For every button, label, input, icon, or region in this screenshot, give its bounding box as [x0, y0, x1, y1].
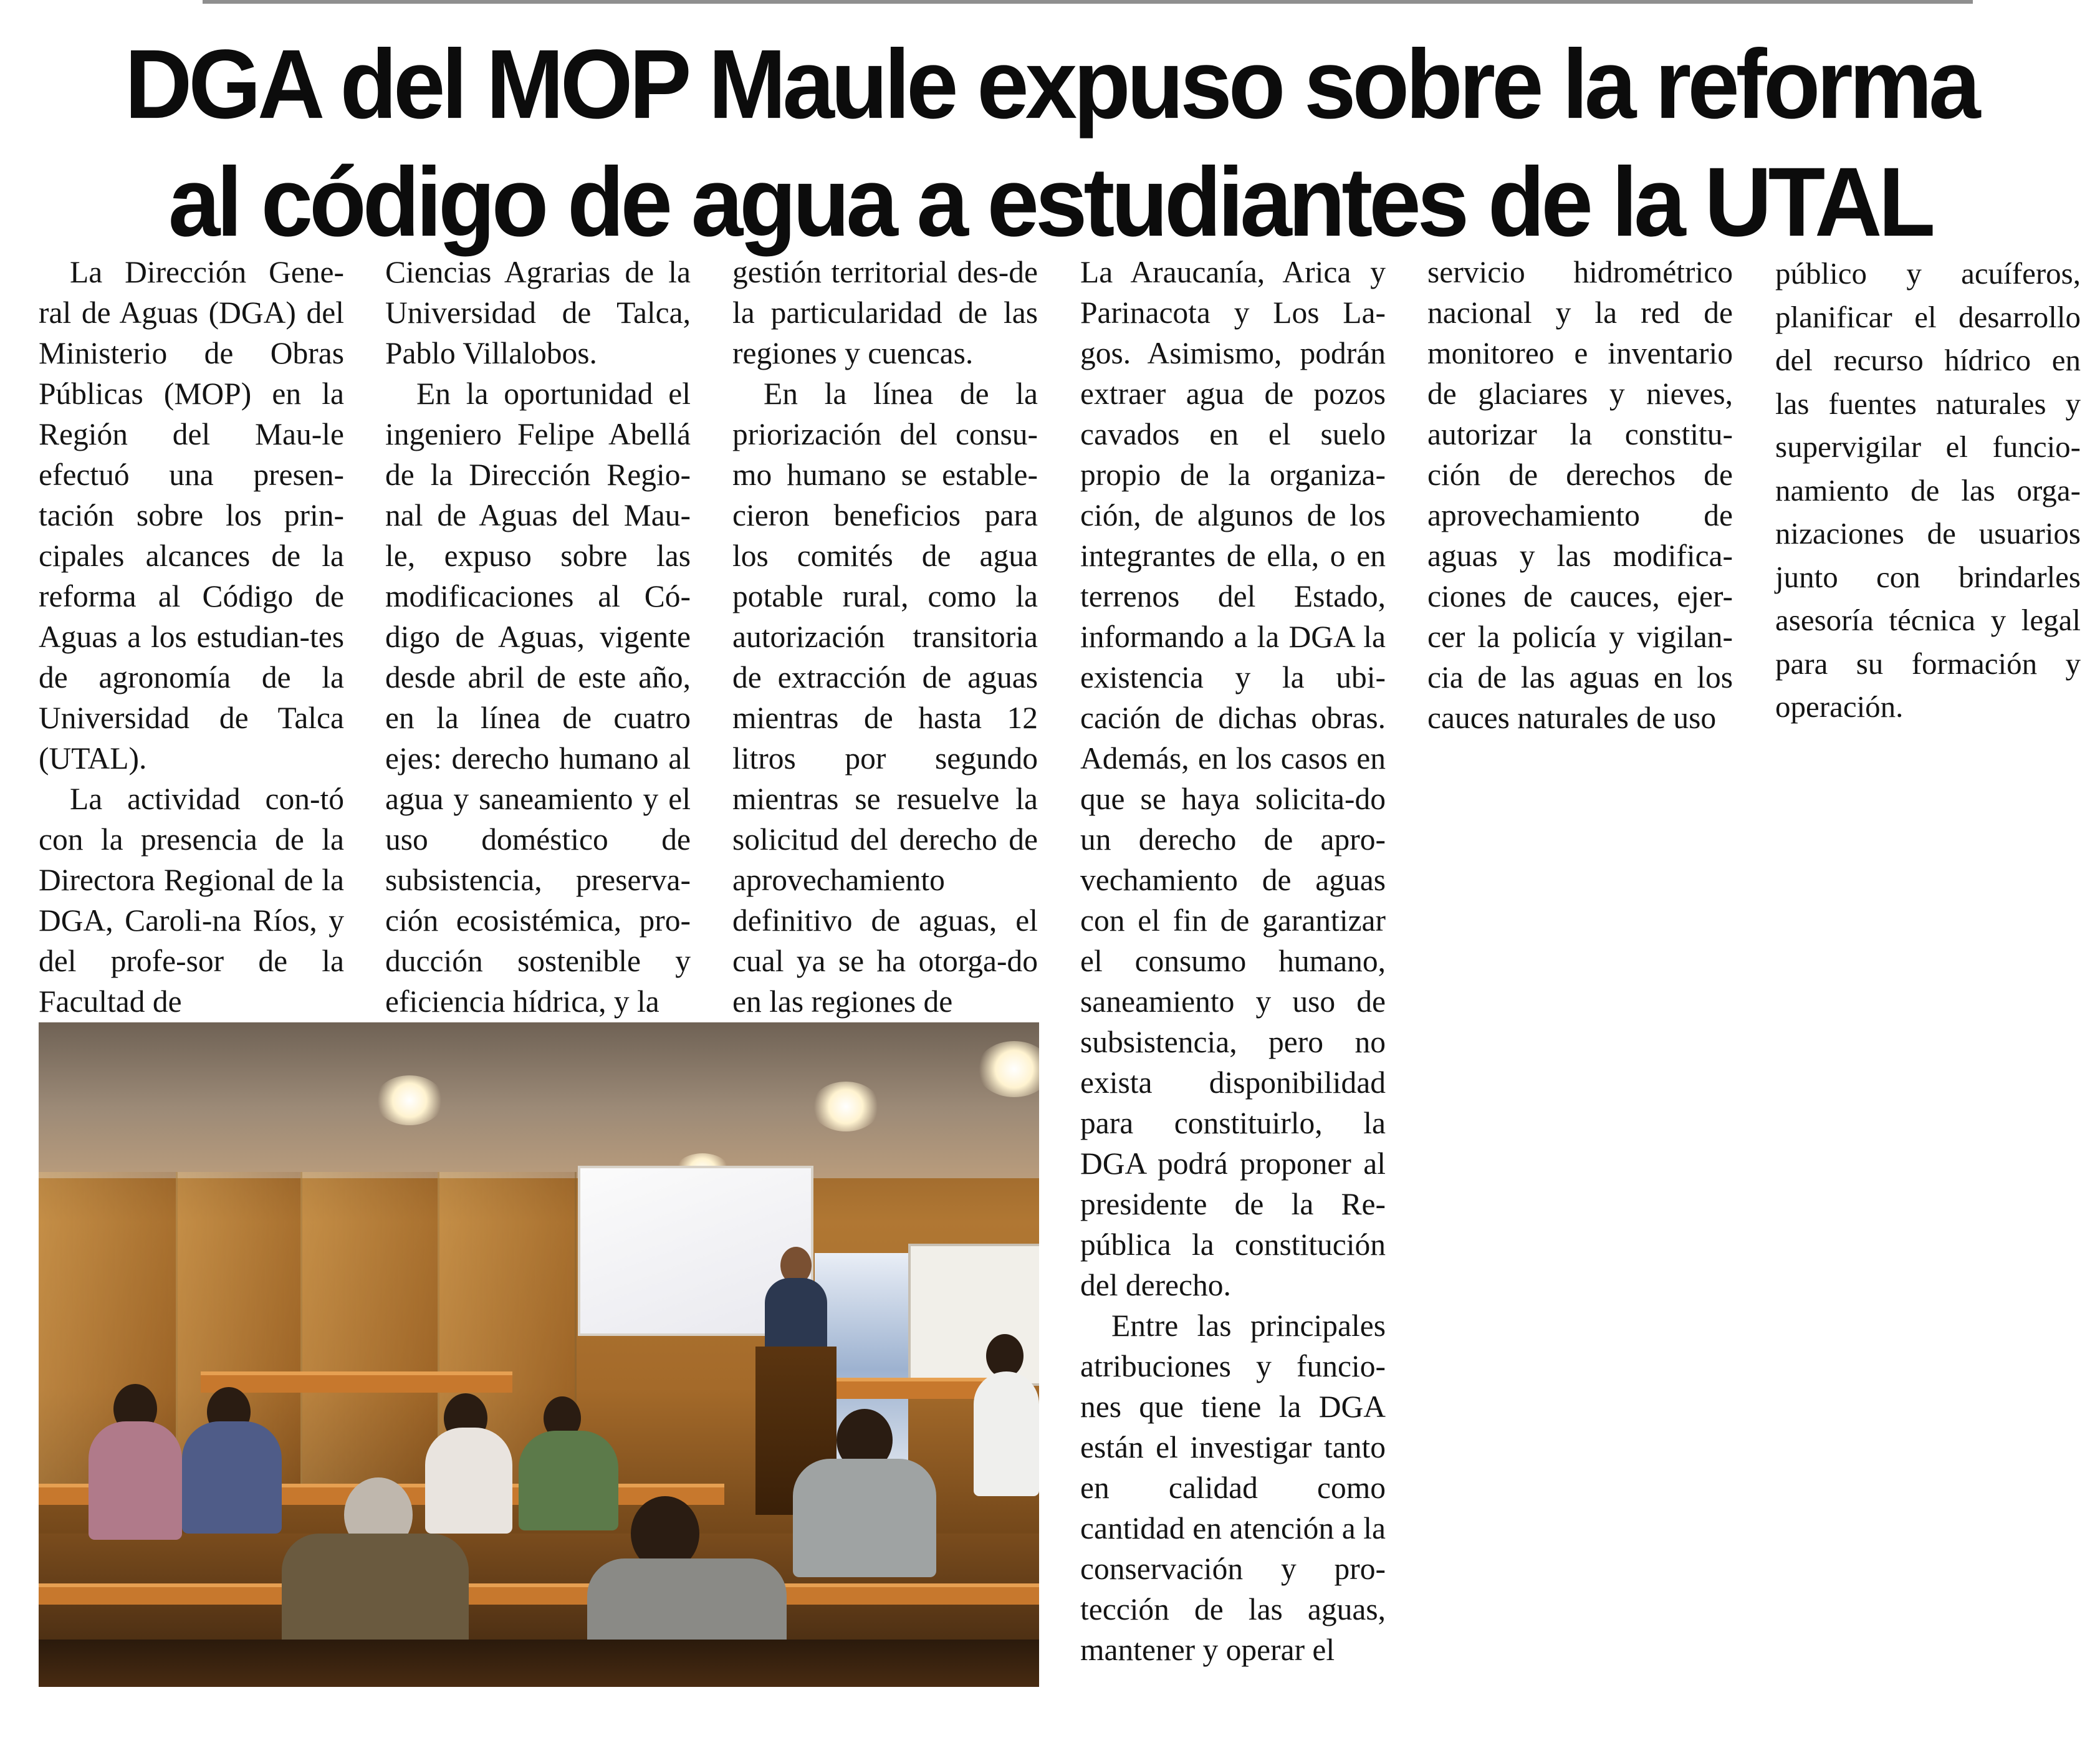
article-line: monitoreo e inventario	[1427, 336, 1733, 370]
article-line: autorizar la constitu-	[1427, 417, 1733, 451]
article-line: mientras se resuelve la	[732, 782, 1038, 816]
article-line: autorización transitoria	[732, 620, 1038, 654]
article-line: subsistencia, preserva-	[385, 863, 691, 897]
article-line: ducción sostenible y	[385, 944, 691, 978]
article-line: La Dirección Gene-	[70, 255, 344, 289]
article-line: La actividad con-	[70, 782, 320, 816]
article-line: cauces naturales de uso	[1427, 701, 1717, 735]
article-line: cual ya se ha otorga-	[732, 944, 1007, 978]
attendee-body	[974, 1371, 1039, 1496]
article-line: para su formación y	[1775, 646, 2081, 681]
attendee-body	[425, 1428, 512, 1534]
article-line: de la particularidad de	[732, 255, 1038, 330]
article-line: En la línea de la	[764, 377, 1038, 411]
classroom-table	[39, 1583, 1039, 1605]
article-line: le, expuso sobre las	[385, 539, 691, 573]
article-line: gestión territorial des-	[732, 255, 1009, 289]
article-line: Parinacota y Los La-	[1080, 295, 1386, 330]
article-line: Obras Públicas (MOP)	[39, 336, 344, 411]
article-line: asesoría técnica y legal	[1775, 603, 2081, 637]
article-line: En la oportunidad el	[416, 377, 691, 411]
article-line: junto con brindarles	[1775, 559, 2081, 594]
article-line: extraer agua de pozos	[1080, 377, 1386, 411]
article-line: nes que tiene la DGA	[1080, 1390, 1386, 1424]
article-line: las fuentes naturales y	[1775, 386, 2081, 421]
article-line: servicio hidrométrico	[1427, 255, 1733, 289]
article-line: integrantes de ella, o	[1080, 539, 1357, 573]
article-line: tes de agronomía de la	[39, 620, 344, 694]
article-line: informando a la DGA	[1080, 620, 1364, 654]
attendee-body	[793, 1459, 936, 1577]
article-line: cer la policía y vigilan-	[1427, 620, 1733, 654]
article-line: en que se haya solicita-	[1080, 741, 1386, 816]
article-line: de extracción de aguas	[732, 660, 1038, 694]
article-line: las regiones y cuencas.	[732, 295, 1038, 370]
article-line: al agua y saneamiento	[385, 741, 691, 816]
article-line: solicitud del derecho	[732, 822, 1009, 857]
article-line: do en las regiones de	[732, 944, 1038, 1019]
article-line: operación.	[1775, 689, 1904, 724]
article-paragraph	[1080, 1305, 1386, 1670]
article-line: mo humano se estable-	[732, 458, 1038, 492]
article-line: saneamiento y uso de	[1080, 984, 1386, 1019]
article-column-2	[385, 252, 691, 1022]
article-line: exista disponibilidad	[1080, 1065, 1386, 1100]
article-paragraph	[385, 373, 691, 1022]
article-line: reforma al Código de	[39, 579, 344, 613]
speaker	[765, 1278, 827, 1353]
article-line: nal de Aguas del Mau-	[385, 498, 691, 532]
article-line: desde abril de este año,	[385, 660, 691, 694]
article-line: del derecho.	[1080, 1268, 1231, 1302]
article-line: mantener y operar el	[1080, 1633, 1335, 1667]
article-line: nacional y la red de	[1427, 295, 1733, 330]
article-line: están el investigar	[1080, 1430, 1325, 1464]
article-line: cia de las aguas en los	[1427, 660, 1733, 694]
article-column-5	[1427, 252, 1733, 738]
article-line: del Ministerio de	[39, 295, 344, 370]
article-line: la conservación y pro-	[1080, 1511, 1386, 1586]
article-paragraph	[39, 779, 344, 1022]
article-line: Aguas a los estudian-	[39, 620, 310, 654]
article-line: definitivo de aguas, el	[732, 903, 1038, 938]
article-line: el consumo humano,	[1080, 944, 1386, 978]
article-line: con el fin de garantizar	[1080, 903, 1386, 938]
article-column-3	[732, 252, 1038, 1022]
article-paragraph	[1427, 252, 1733, 738]
article-line: aprovechamiento de	[1427, 498, 1733, 532]
article-line: aguas y las modifica-	[1427, 539, 1733, 573]
article-paragraph	[732, 252, 1038, 373]
article-line: en la Región del Mau-	[39, 377, 345, 451]
article-line: Pablo Villalobos.	[385, 336, 597, 370]
article-line: Entre las principales	[1111, 1309, 1386, 1343]
article-line: de aprovechamiento	[732, 822, 1038, 897]
article-line: tección de las aguas,	[1080, 1592, 1386, 1626]
article-line: al presidente de la Re-	[1080, 1146, 1386, 1221]
article-line: digo de Aguas, vigente	[385, 620, 691, 654]
photo-ceiling	[39, 1022, 1039, 1178]
ceiling-lamp	[812, 1082, 880, 1131]
headline-line-1: DGA del MOP Maule expuso sobre la reforma	[125, 29, 1977, 139]
article-line: litros por segundo	[732, 741, 1038, 776]
article-line: sor de la Facultad de	[39, 944, 344, 1019]
article-line: potable rural, como la	[732, 579, 1038, 613]
article-paragraph	[39, 252, 344, 779]
article-line: tanto en calidad como	[1080, 1430, 1386, 1505]
front-desk	[39, 1640, 1039, 1687]
article-line: atribuciones y funcio-	[1080, 1349, 1386, 1383]
attendee-body	[89, 1421, 182, 1540]
article-line: do un derecho de apro-	[1080, 782, 1386, 857]
article-paragraph	[385, 252, 691, 373]
article-line: ral de Aguas (DGA)	[39, 295, 307, 330]
article-line: ejes: derecho humano	[385, 741, 669, 776]
article-column-6	[1775, 252, 2081, 729]
article-line: cieron beneficios para	[732, 498, 1038, 532]
article-line: ción ecosistémica, pro-	[385, 903, 691, 938]
article-line: público y acuíferos,	[1775, 256, 2081, 291]
article-line: ción, de algunos de los	[1080, 498, 1386, 532]
article-line: La Araucanía, Arica y	[1080, 255, 1386, 289]
classroom-photo	[39, 1022, 1039, 1687]
article-line: mientras de hasta 12	[732, 701, 1038, 735]
article-line: en la línea de cuatro	[385, 701, 691, 735]
article-line: para constituirlo, la	[1080, 1106, 1386, 1140]
article-line: la existencia y la ubi-	[1080, 620, 1386, 694]
attendee-body	[182, 1421, 282, 1534]
article-line: propio de la organiza-	[1080, 458, 1386, 492]
article-line: supervigilar el funcio-	[1775, 430, 2081, 464]
article-line: ingeniero Felipe Abellá	[385, 417, 691, 451]
article-paragraph	[1080, 252, 1386, 1305]
article-line: de la DGA, Caroli-	[39, 863, 344, 938]
article-line: cavados en el suelo	[1080, 417, 1386, 451]
article-line: Universidad de Talca	[39, 701, 344, 735]
article-paragraph	[732, 373, 1038, 1022]
headline-line-2: al código de agua a estudiantes de la UTAL	[168, 146, 1932, 257]
article-column-4	[1080, 252, 1386, 1670]
article-line: (UTAL).	[39, 741, 147, 776]
article-line: de glaciares y nieves,	[1427, 377, 1733, 411]
article-line: DGA podrá proponer	[1080, 1146, 1364, 1181]
attendee-body	[519, 1431, 618, 1530]
article-line: ciones de cauces, ejer-	[1427, 579, 1733, 613]
article-line: Universidad de Talca,	[385, 295, 691, 330]
article-line: Además, en los casos	[1080, 741, 1357, 776]
article-line: cipales alcances de la	[39, 539, 344, 573]
article-line: y el uso doméstico de	[385, 782, 691, 857]
wall-panel	[300, 1172, 439, 1496]
article-line: cación de dichas obras.	[1080, 701, 1386, 735]
article-line: subsistencia, pero no	[1080, 1025, 1386, 1059]
article-line: priorización del consu-	[732, 417, 1038, 451]
article-line: Ciencias Agrarias de la	[385, 255, 691, 289]
article-line: de la Dirección Regio-	[385, 458, 691, 492]
top-rule	[203, 0, 1973, 4]
article-line: namiento de las orga-	[1775, 473, 2081, 507]
article-line: le efectuó una presen-	[39, 417, 344, 492]
article-line: gos. Asimismo, podrán	[1080, 336, 1386, 370]
article-line: tó con la presencia de	[39, 782, 344, 857]
article-column-1	[39, 252, 344, 1022]
article-line: na Ríos, y del profe-	[39, 903, 344, 978]
article-line: los comités de agua	[732, 539, 1038, 573]
article-paragraph	[1775, 252, 2081, 729]
ceiling-lamp	[375, 1075, 444, 1125]
article-line: eficiencia hídrica, y la	[385, 984, 659, 1019]
article-line: pública la constitución	[1080, 1227, 1386, 1262]
article-line: cantidad en atención a	[1080, 1511, 1364, 1545]
article-line: vechamiento de aguas	[1080, 863, 1386, 897]
article-line: planificar el desarrollo	[1775, 299, 2081, 334]
article-line: tación sobre los prin-	[39, 498, 344, 532]
headline	[125, 25, 1975, 261]
classroom-table	[201, 1371, 512, 1393]
article-line: nizaciones de usuarios	[1775, 516, 2081, 550]
article-line: la Directora Regional	[39, 822, 344, 897]
article-line: del recurso hídrico en	[1775, 343, 2081, 377]
article-line: en terrenos del Estado,	[1080, 539, 1386, 613]
article-line: ción de derechos de	[1427, 458, 1733, 492]
article-line: modificaciones al Có-	[385, 579, 691, 613]
